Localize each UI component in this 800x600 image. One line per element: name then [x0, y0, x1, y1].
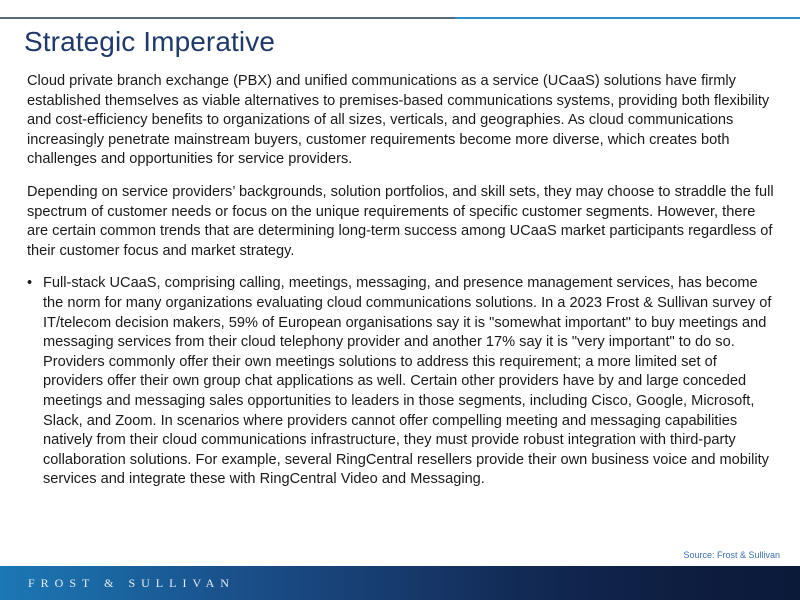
bullet-list: [27, 274, 777, 490]
top-rule-right: [455, 17, 800, 19]
footer-bar: [0, 566, 800, 600]
frost-sullivan-logo: FROST & SULLIVAN: [28, 576, 235, 590]
top-rule: [0, 0, 800, 20]
paragraph-trends: Depending on service providers’ backgrounds, solution portfolios, and skill sets, they may choose to straddle the full spectrum of customer needs or focus on the unique requirements of specific customer segments. However, there are certain common trends that are determining long-term success among UCaaS market participants regardless of their customer focus and market strategy.: [27, 183, 774, 259]
bullet-item: [27, 274, 777, 490]
footer-dark-gradient: [470, 566, 800, 600]
bullet-marker: •: [27, 275, 33, 292]
paragraph-intro: Cloud private branch exchange (PBX) and unified communications as a service (UCaaS) solutions have firmly established themselves as viable alternatives to premises-based communications systems, providing both flexibility and cost-efficiency benefits to organizations of all sizes, verticals, and geographies. As cloud communications increasingly penetrate mainstream buyers, customer requirements become more diverse, which creates both challenges and opportunities for service providers.: [27, 73, 770, 168]
bullet-text: Full-stack UCaaS, comprising calling, meetings, messaging, and presence management services, has become the norm for many organizations evaluating cloud communications solutions. In a 2023 Frost & Sullivan survey of IT/telecom decision makers, 59% of European organisations say it is "somewhat important" to buy meetings and messaging services from their cloud telephony provider and another 17% say it is "very important" to do so. Providers commonly offer their own meetings solutions to address this requirement; a more limited set of providers offer their own group chat applications as well. Certain other providers have by and large conceded meetings and messaging sales opportunities to leaders in those segments, including Cisco, Google, Microsoft, Slack, and Zoom. In scenarios where providers cannot offer compelling meeting and messaging capabilities natively from their cloud communications infrastructure, they must provide robust integration with third-party collaboration solutions. For example, several RingCentral resellers provide their own business voice and mobility services and integrate these with RingCentral Video and Messaging.: [43, 275, 772, 488]
slide-body: [27, 72, 777, 490]
page-title: Strategic Imperative: [24, 26, 275, 57]
source-note: Source: Frost & Sullivan: [683, 550, 780, 560]
top-rule-left: [0, 17, 455, 19]
